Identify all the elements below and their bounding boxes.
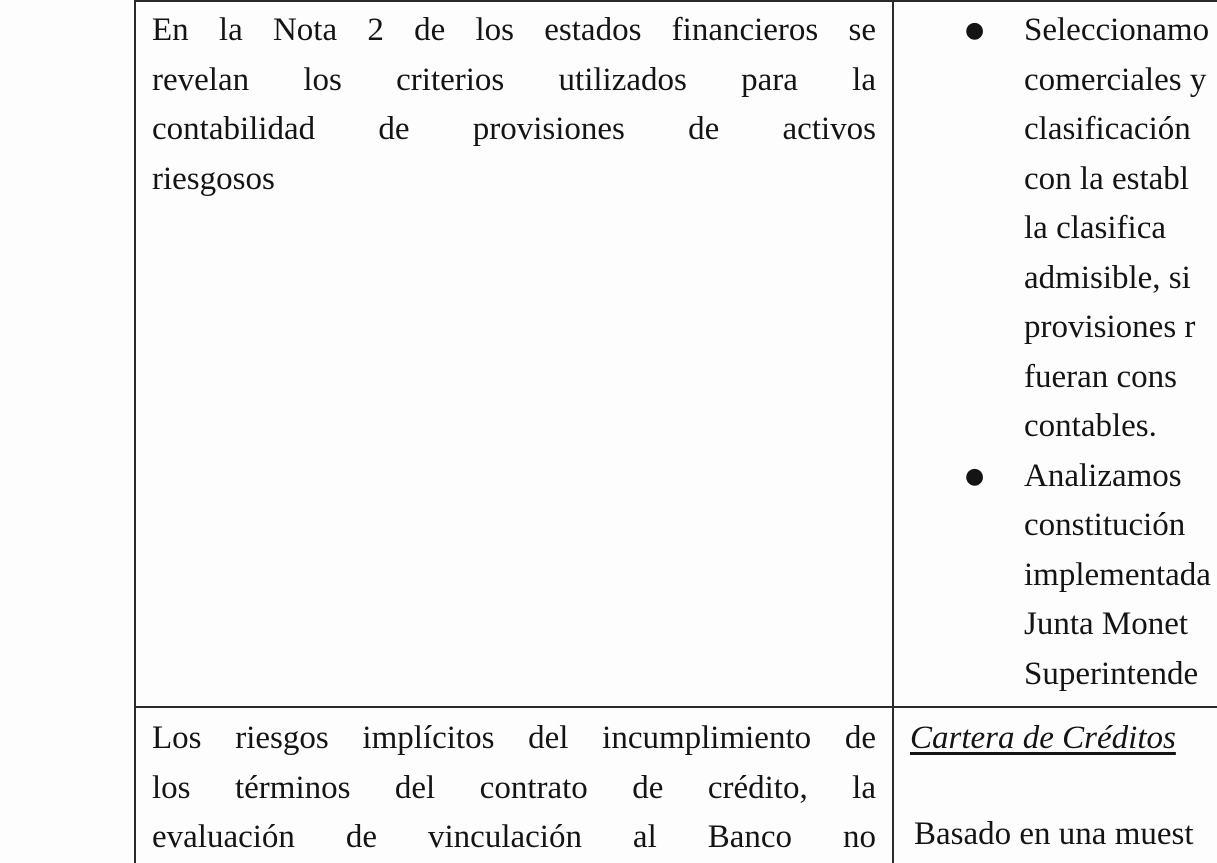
text-line: Superintende xyxy=(1024,655,1199,692)
right-cell-row1 xyxy=(965,6,1217,699)
bullet-icon: ● xyxy=(965,463,985,489)
list-item xyxy=(965,452,1217,700)
text-line: los términos del contrato de crédito, la xyxy=(152,769,876,806)
left-cell-row2 xyxy=(152,714,876,863)
text-line: evaluación de vinculación al Banco no xyxy=(152,819,876,855)
text-line: riesgosos xyxy=(152,160,275,197)
text-line: comerciales y xyxy=(1024,61,1207,98)
table-border-top xyxy=(134,0,1217,2)
text-line: la clasifica xyxy=(1024,210,1166,246)
right-cell-row2-text: Basado en una muest xyxy=(914,816,1194,852)
text-line: constitución xyxy=(1024,507,1186,543)
text-line: Analizamos xyxy=(1024,457,1182,494)
table-row-divider xyxy=(134,706,1217,708)
text-line: clasificación xyxy=(1024,111,1191,147)
text-line: provisiones r xyxy=(1024,309,1196,345)
list-item xyxy=(965,6,1217,452)
text-line: contables. xyxy=(1024,408,1157,444)
table-border-middle xyxy=(892,0,894,863)
table-border-left xyxy=(134,0,136,863)
text-line: En la Nota 2 de los estados financieros se xyxy=(152,12,876,48)
text-line: Seleccionamo xyxy=(1024,12,1210,48)
text-line: Los riesgos implícitos del incumplimiento de xyxy=(152,720,876,756)
text-line: fueran cons xyxy=(1024,358,1178,395)
bullet-icon: ● xyxy=(965,18,985,43)
text-line: con la establ xyxy=(1024,160,1189,197)
text-line: Junta Monet xyxy=(1024,606,1189,642)
right-cell-row2-heading xyxy=(910,714,1176,764)
section-heading: Cartera de Créditos xyxy=(910,720,1176,756)
text-line: implementada xyxy=(1024,556,1211,593)
left-cell-row1 xyxy=(152,6,876,204)
text-line: revelan los criterios utilizados para la xyxy=(152,61,876,98)
text-line: contabilidad de provisiones de activos xyxy=(152,111,876,147)
text-line: admisible, si xyxy=(1024,259,1191,296)
